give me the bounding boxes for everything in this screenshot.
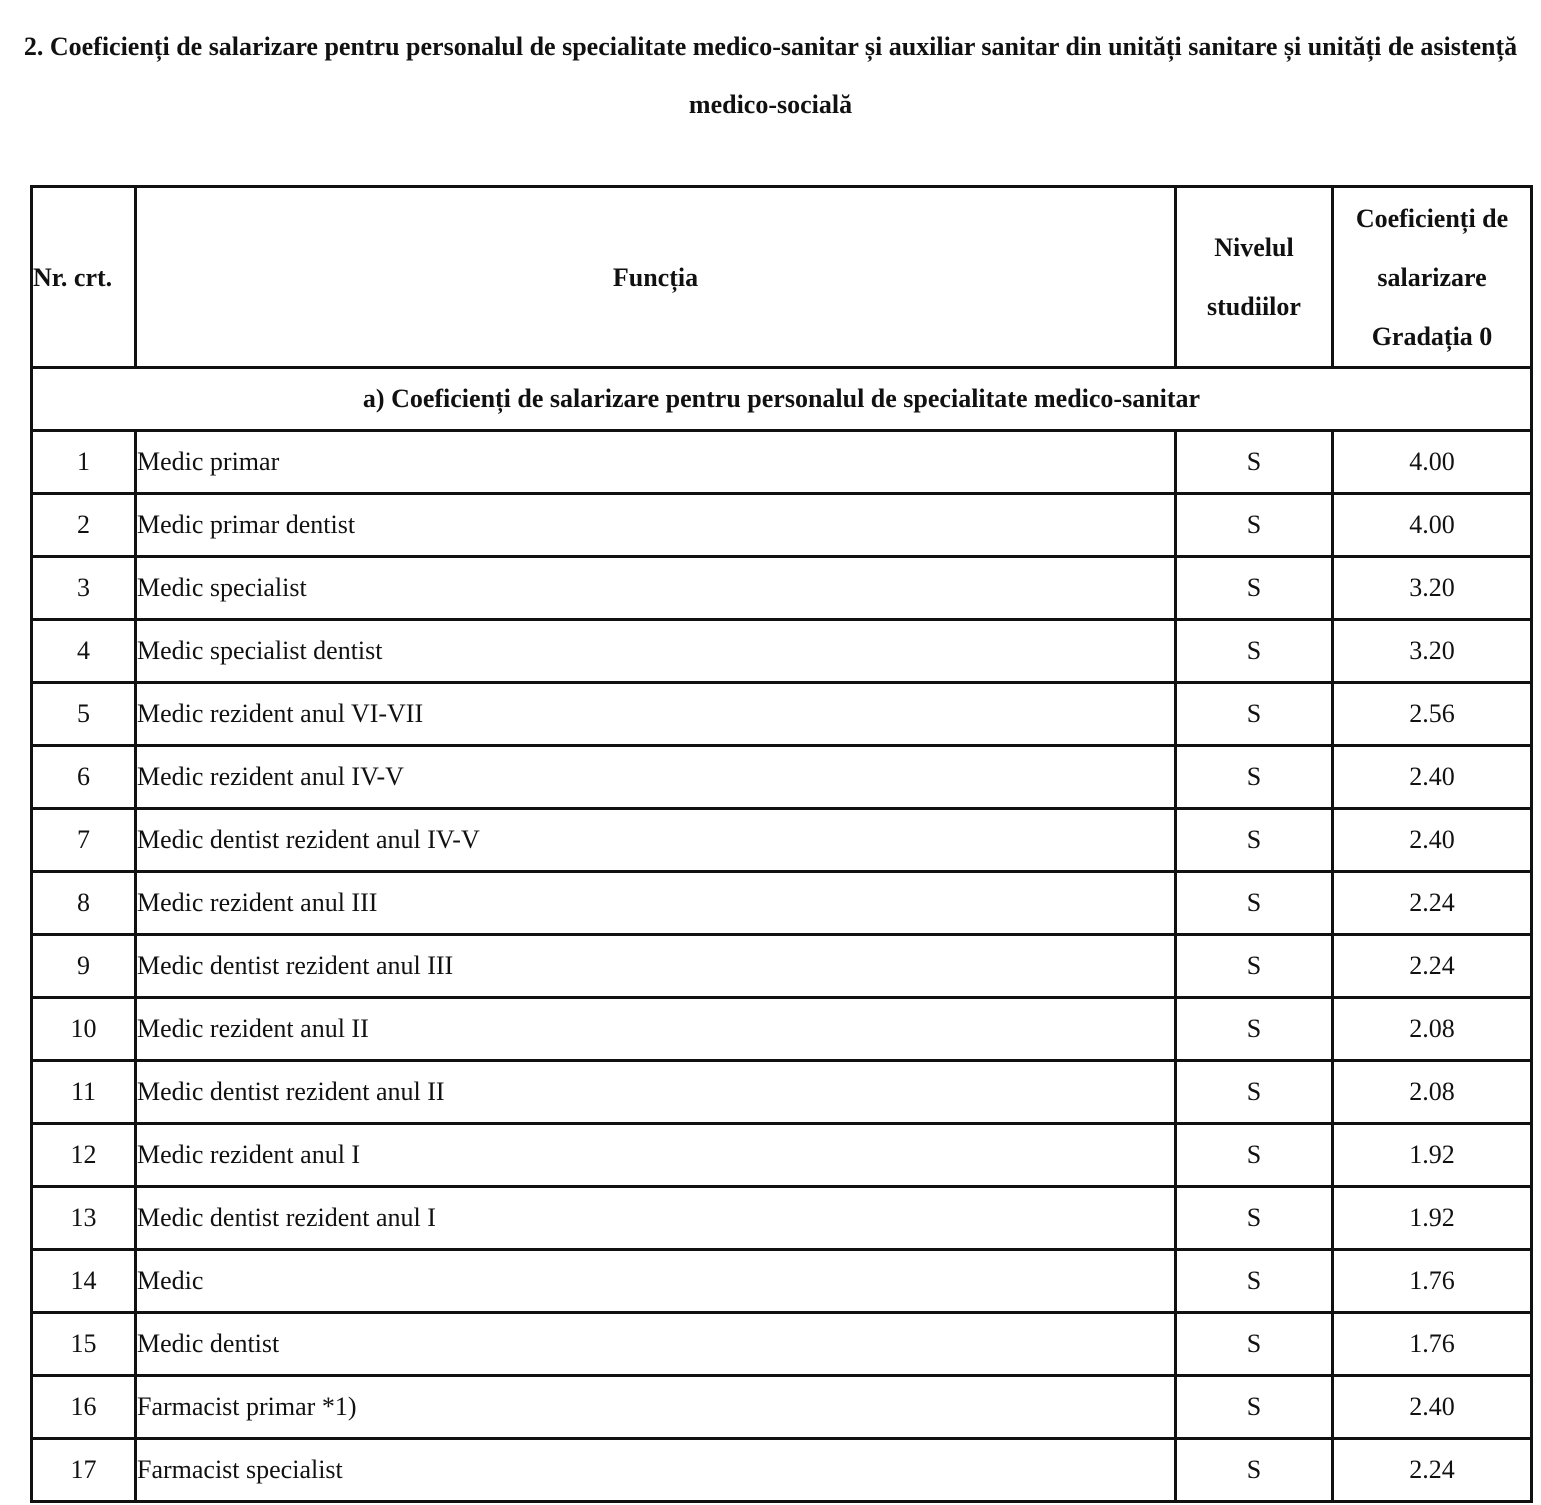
row-nr: 16	[32, 1376, 136, 1439]
row-nivel-studii: S	[1176, 1439, 1333, 1502]
table-row	[32, 1376, 1532, 1439]
row-functia: Medic primar	[136, 431, 1176, 494]
row-nivel-studii: S	[1176, 1313, 1333, 1376]
table-row	[32, 557, 1532, 620]
row-nivel-studii: S	[1176, 872, 1333, 935]
row-coeficient: 1.76	[1333, 1313, 1532, 1376]
row-nr: 1	[32, 431, 136, 494]
row-nr: 5	[32, 683, 136, 746]
header-coeficienti: Coeficienți de salarizare Gradația 0	[1333, 187, 1532, 368]
row-nivel-studii: S	[1176, 620, 1333, 683]
header-functia: Funcția	[136, 187, 1176, 368]
table-header-row	[32, 187, 1532, 368]
row-nivel-studii: S	[1176, 1187, 1333, 1250]
table-row	[32, 683, 1532, 746]
row-coeficient: 1.92	[1333, 1187, 1532, 1250]
table-row	[32, 809, 1532, 872]
row-nivel-studii: S	[1176, 935, 1333, 998]
row-nr: 10	[32, 998, 136, 1061]
row-nivel-studii: S	[1176, 1061, 1333, 1124]
row-coeficient: 2.40	[1333, 809, 1532, 872]
table-row	[32, 1250, 1532, 1313]
row-nr: 12	[32, 1124, 136, 1187]
table-row	[32, 620, 1532, 683]
row-coeficient: 3.20	[1333, 620, 1532, 683]
row-coeficient: 1.92	[1333, 1124, 1532, 1187]
document-title: 2. Coeficienți de salarizare pentru personalul de specialitate medico-sanitar și auxiliar sanitar din unități sanitare și unități de asistență medico-socială	[23, 32, 1518, 119]
row-nr: 4	[32, 620, 136, 683]
row-nivel-studii: S	[1176, 1376, 1333, 1439]
row-coeficient: 2.40	[1333, 746, 1532, 809]
row-nivel-studii: S	[1176, 683, 1333, 746]
row-functia: Medic specialist	[136, 557, 1176, 620]
row-nr: 6	[32, 746, 136, 809]
row-coeficient: 2.40	[1333, 1376, 1532, 1439]
row-coeficient: 4.00	[1333, 431, 1532, 494]
row-functia: Medic dentist	[136, 1313, 1176, 1376]
row-nivel-studii: S	[1176, 1124, 1333, 1187]
row-coeficient: 2.56	[1333, 683, 1532, 746]
row-nr: 2	[32, 494, 136, 557]
salary-coefficients-table	[30, 185, 1533, 1503]
row-nr: 3	[32, 557, 136, 620]
table-row	[32, 1439, 1532, 1502]
row-functia: Medic dentist rezident anul II	[136, 1061, 1176, 1124]
row-functia: Farmacist primar *1)	[136, 1376, 1176, 1439]
row-nivel-studii: S	[1176, 494, 1333, 557]
row-functia: Medic	[136, 1250, 1176, 1313]
row-nr: 7	[32, 809, 136, 872]
row-nivel-studii: S	[1176, 998, 1333, 1061]
row-functia: Medic rezident anul IV-V	[136, 746, 1176, 809]
section-header-row	[32, 368, 1532, 431]
table-row	[32, 746, 1532, 809]
row-nr: 17	[32, 1439, 136, 1502]
section-a-title: a) Coeficienți de salarizare pentru personalul de specialitate medico-sanitar	[32, 368, 1532, 431]
table-row	[32, 1187, 1532, 1250]
row-coeficient: 2.24	[1333, 872, 1532, 935]
row-nr: 8	[32, 872, 136, 935]
row-functia: Medic primar dentist	[136, 494, 1176, 557]
row-functia: Medic rezident anul VI-VII	[136, 683, 1176, 746]
table-row	[32, 1061, 1532, 1124]
row-functia: Medic rezident anul I	[136, 1124, 1176, 1187]
row-coeficient: 3.20	[1333, 557, 1532, 620]
header-nivelul-studiilor: Nivelul studiilor	[1176, 187, 1333, 368]
row-coeficient: 2.24	[1333, 935, 1532, 998]
row-nr: 14	[32, 1250, 136, 1313]
table-row	[32, 494, 1532, 557]
row-nivel-studii: S	[1176, 431, 1333, 494]
row-nr: 13	[32, 1187, 136, 1250]
row-coeficient: 4.00	[1333, 494, 1532, 557]
row-functia: Medic dentist rezident anul I	[136, 1187, 1176, 1250]
table-row	[32, 1313, 1532, 1376]
row-functia: Medic rezident anul III	[136, 872, 1176, 935]
table-row	[32, 1124, 1532, 1187]
row-nivel-studii: S	[1176, 557, 1333, 620]
row-functia: Farmacist specialist	[136, 1439, 1176, 1502]
row-nivel-studii: S	[1176, 746, 1333, 809]
row-coeficient: 2.08	[1333, 1061, 1532, 1124]
row-coeficient: 1.76	[1333, 1250, 1532, 1313]
row-nivel-studii: S	[1176, 809, 1333, 872]
row-functia: Medic dentist rezident anul III	[136, 935, 1176, 998]
row-functia: Medic specialist dentist	[136, 620, 1176, 683]
row-nr: 15	[32, 1313, 136, 1376]
row-nr: 11	[32, 1061, 136, 1124]
table-row	[32, 935, 1532, 998]
row-coeficient: 2.08	[1333, 998, 1532, 1061]
row-nivel-studii: S	[1176, 1250, 1333, 1313]
table-row	[32, 431, 1532, 494]
table-row	[32, 872, 1532, 935]
header-nr-crt: Nr. crt.	[32, 187, 136, 368]
row-nr: 9	[32, 935, 136, 998]
row-functia: Medic dentist rezident anul IV-V	[136, 809, 1176, 872]
table-row	[32, 998, 1532, 1061]
row-functia: Medic rezident anul II	[136, 998, 1176, 1061]
row-coeficient: 2.24	[1333, 1439, 1532, 1502]
